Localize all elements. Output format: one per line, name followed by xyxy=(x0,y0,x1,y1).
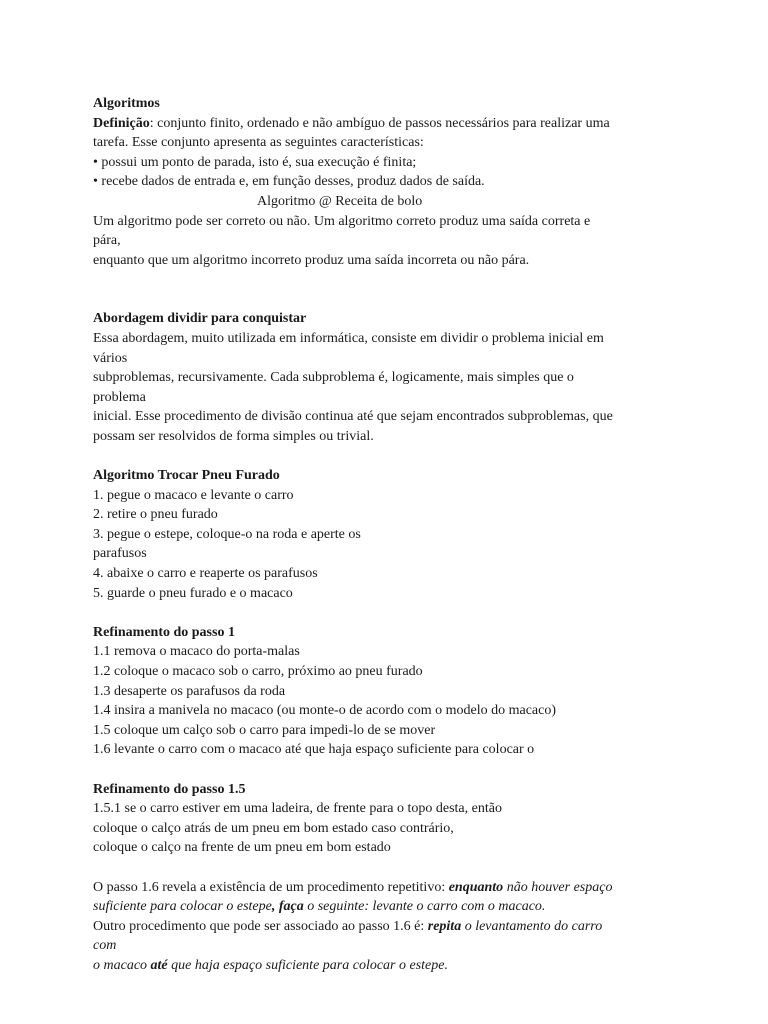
list-item: 1.5 coloque um calço sob o carro para impedi-lo de se mover xyxy=(93,722,436,738)
keyword-repita: repita xyxy=(427,918,462,934)
list-item: 1.5.1 se o carro estiver em uma ladeira, de frente para o topo desta, então xyxy=(93,801,502,817)
keyword-enquanto: enquanto xyxy=(448,879,504,895)
paragraph-line: inicial. Esse procedimento de divisão continua até que sejam encontrados subproblemas, que xyxy=(93,409,613,425)
text-run: O passo 1.6 revela a existência de um procedimento repetitivo: xyxy=(93,879,449,895)
keyword-ate: até xyxy=(150,957,168,973)
section-spacer xyxy=(93,270,678,309)
list-item: 1.4 insira a manivela no macaco (ou monte-o de acordo com o modelo do macaco) xyxy=(93,703,556,719)
closing-line-2 xyxy=(93,897,678,917)
text-run: que haja espaço suficiente para colocar o estepe. xyxy=(167,957,448,973)
definition-line xyxy=(93,114,678,134)
bullet-item: • possui um ponto de parada, isto é, sua execução é finita; xyxy=(93,154,417,170)
list-item: 5. guarde o pneu furado e o macaco xyxy=(93,585,293,601)
list-item: coloque o calço atrás de um pneu em bom estado caso contrário, xyxy=(93,820,454,836)
list-item: 1. pegue o macaco e levante o carro xyxy=(93,487,294,503)
list-item: 3. pegue o estepe, coloque-o na roda e aperte os xyxy=(93,526,361,542)
paragraph-line: possam ser resolvidos de forma simples ou trivial. xyxy=(93,428,374,444)
list-item: 2. retire o pneu furado xyxy=(93,507,218,523)
heading-dividir-conquistar: Abordagem dividir para conquistar xyxy=(93,311,307,327)
text-run: o levantamento do carro xyxy=(461,918,603,934)
section-spacer xyxy=(93,760,678,780)
paragraph-line: Essa abordagem, muito utilizada em informática, consiste em dividir o problema inicial em xyxy=(93,330,604,346)
paragraph-line: vários xyxy=(93,350,128,366)
closing-line-1 xyxy=(93,878,678,898)
bullet-item: • recebe dados de entrada e, em função desses, produz dados de saída. xyxy=(93,174,485,190)
list-item: 1.6 levante o carro com o macaco até que haja espaço suficiente para colocar o xyxy=(93,742,535,758)
definition-line-2: tarefa. Esse conjunto apresenta as seguintes características: xyxy=(93,135,424,151)
text-run: suficiente para colocar o estepe xyxy=(93,899,272,915)
text-run: o macaco xyxy=(93,957,151,973)
paragraph-line: enquanto que um algoritmo incorreto produz uma saída incorreta ou não pára. xyxy=(93,252,530,268)
definition-text: : conjunto finito, ordenado e não ambíguo de passos necessários para realizar uma xyxy=(149,115,610,131)
section-spacer xyxy=(93,603,678,623)
section-spacer xyxy=(93,858,678,878)
paragraph-line: subproblemas, recursivamente. Cada subproblema é, logicamente, mais simples que o xyxy=(93,370,574,386)
paragraph-line: Um algoritmo pode ser correto ou não. Um algoritmo correto produz uma saída correta e xyxy=(93,213,591,229)
closing-line-5 xyxy=(93,956,678,976)
heading-trocar-pneu: Algoritmo Trocar Pneu Furado xyxy=(93,468,280,484)
document-body xyxy=(93,94,678,976)
list-item: 4. abaixe o carro e reaperte os parafusos xyxy=(93,566,318,582)
text-run: Outro procedimento que pode ser associado ao passo 1.6 é: xyxy=(93,918,428,934)
keyword-faca: , faça xyxy=(271,899,304,915)
text-run: não houver espaço xyxy=(503,879,613,895)
heading-refinamento-1: Refinamento do passo 1 xyxy=(93,624,235,640)
paragraph-line: problema xyxy=(93,389,146,405)
heading-refinamento-1-5: Refinamento do passo 1.5 xyxy=(93,781,246,797)
list-item: 1.2 coloque o macaco sob o carro, próximo ao pneu furado xyxy=(93,664,423,680)
closing-line-3 xyxy=(93,917,678,937)
list-item: parafusos xyxy=(93,546,147,562)
section-spacer xyxy=(93,447,678,467)
centered-caption: Algoritmo @ Receita de bolo xyxy=(257,193,423,209)
list-item: coloque o calço na frente de um pneu em bom estado xyxy=(93,840,391,856)
definition-label: Definição xyxy=(93,115,150,131)
text-run: o seguinte: levante o carro com o macaco. xyxy=(303,899,546,915)
paragraph-line: pára, xyxy=(93,233,121,249)
list-item: 1.1 remova o macaco do porta-malas xyxy=(93,644,300,660)
list-item: 1.3 desaperte os parafusos da roda xyxy=(93,683,286,699)
heading-algoritmos: Algoritmos xyxy=(93,96,160,111)
closing-line-4: com xyxy=(93,938,117,954)
